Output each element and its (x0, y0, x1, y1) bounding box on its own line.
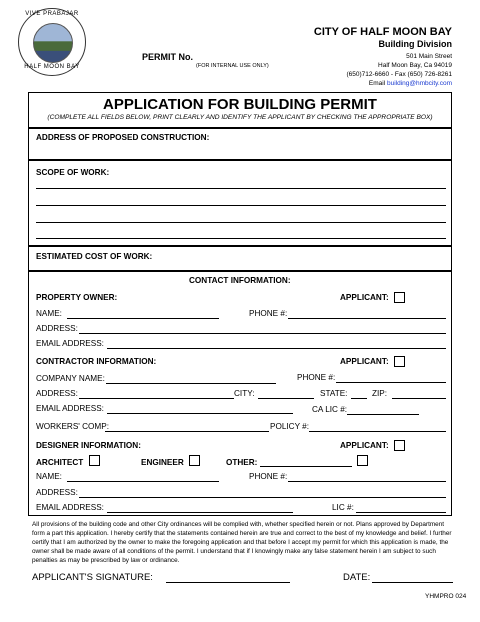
workers-comp-label: WORKERS' COMP: (36, 422, 109, 431)
designer-phone-label: PHONE #: (249, 472, 288, 481)
designer-name-label: NAME: (36, 472, 62, 481)
address-line-2: Half Moon Bay, Ca 94019 (378, 62, 452, 69)
contractor-address-label: ADDRESS: (36, 389, 78, 398)
owner-phone-field[interactable] (288, 318, 446, 319)
ca-license-label: CA LIC #: (312, 405, 348, 414)
owner-email-field[interactable] (107, 348, 446, 349)
contractor-zip-field[interactable] (392, 398, 446, 399)
owner-address-label: ADDRESS: (36, 324, 78, 333)
workers-comp-field[interactable] (105, 431, 269, 432)
contractor-city-field[interactable] (258, 398, 314, 399)
contractor-applicant-label: APPLICANT: (340, 357, 389, 366)
scope-line-4[interactable] (36, 238, 446, 239)
scope-line-3[interactable] (36, 222, 446, 223)
designer-email-field[interactable] (107, 512, 293, 513)
seal-bottom-text: HALF MOON BAY (24, 64, 80, 70)
internal-use-note: (FOR INTERNAL USE ONLY) (196, 63, 269, 69)
permit-number-label: PERMIT No. (142, 52, 193, 62)
contractor-city-label: CITY: (234, 389, 255, 398)
designer-email-label: EMAIL ADDRESS: (36, 503, 104, 512)
form-number: YHMPRO 024 (425, 593, 467, 600)
scope-of-work-label: SCOPE OF WORK: (36, 168, 110, 177)
title-box (28, 92, 452, 128)
estimated-cost-label: ESTIMATED COST OF WORK: (36, 252, 153, 261)
seal-image (33, 23, 73, 63)
contractor-heading: CONTRACTOR INFORMATION: (36, 357, 157, 366)
division-name: Building Division (378, 39, 452, 49)
contact-information-box (28, 271, 452, 516)
company-name-field[interactable] (106, 383, 276, 384)
email-link[interactable]: building@hmbcity.com (386, 80, 452, 87)
designer-address-label: ADDRESS: (36, 488, 78, 497)
other-checkbox[interactable] (357, 455, 368, 466)
designer-license-field[interactable] (356, 512, 446, 513)
scope-of-work-box (28, 160, 452, 246)
owner-applicant-label: APPLICANT: (340, 293, 389, 302)
estimated-cost-box[interactable] (28, 246, 452, 271)
owner-name-field[interactable] (67, 318, 219, 319)
phone-fax: (650)712-6660 - Fax (650) 726-8261 (346, 71, 452, 78)
engineer-checkbox[interactable] (189, 455, 200, 466)
designer-phone-field[interactable] (288, 481, 446, 482)
owner-name-label: NAME: (36, 309, 62, 318)
property-owner-heading: PROPERTY OWNER: (36, 293, 118, 302)
contractor-applicant-checkbox[interactable] (394, 356, 405, 367)
designer-applicant-label: APPLICANT: (340, 441, 389, 450)
signature-field[interactable] (166, 582, 290, 583)
owner-address-field[interactable] (79, 333, 446, 334)
company-name-label: COMPANY NAME: (36, 374, 105, 383)
architect-label: ARCHITECT (36, 458, 84, 467)
policy-number-field[interactable] (309, 431, 446, 432)
construction-address-label: ADDRESS OF PROPOSED CONSTRUCTION: (36, 133, 210, 142)
signature-label: APPLICANT'S SIGNATURE: (32, 572, 153, 583)
contractor-state-field[interactable] (351, 398, 367, 399)
department-header (314, 26, 452, 88)
scope-line-2[interactable] (36, 205, 446, 206)
contractor-zip-label: ZIP: (372, 389, 388, 398)
date-label: DATE: (343, 572, 371, 583)
form-title: APPLICATION FOR BUILDING PERMIT (103, 96, 377, 113)
email-prefix: Email (368, 80, 386, 87)
engineer-label: ENGINEER (141, 458, 184, 467)
designer-address-field[interactable] (79, 497, 446, 498)
contractor-phone-label: PHONE #: (297, 373, 336, 382)
contractor-email-field[interactable] (107, 413, 293, 414)
city-name: CITY OF HALF MOON BAY (313, 26, 452, 38)
designer-name-field[interactable] (67, 481, 219, 482)
designer-license-label: LIC #: (332, 503, 354, 512)
owner-phone-label: PHONE #: (249, 309, 288, 318)
certification-statement: All provisions of the building code and other City ordinances will be complied with, whether specified herein or not. Plans approved by Department form a part this application. I hereby certify that the statements contained herein are true and correct to the best of my knowledge and belief. I further certify that I am authorized by the owner to make the foregoing application and that before I accept my permit for which this application is made, the owner shall be made aware of all conditions of the permit. I understand that if I knowingly make any false statement herein I am subject to such penalties as may be prescribed by law or ordinance. (32, 521, 452, 564)
policy-number-label: POLICY #: (270, 422, 309, 431)
owner-applicant-checkbox[interactable] (394, 292, 405, 303)
address-line-1: 501 Main Street (406, 53, 452, 60)
ca-license-field[interactable] (347, 414, 419, 415)
scope-line-1[interactable] (36, 188, 446, 189)
date-field[interactable] (372, 582, 453, 583)
construction-address-box[interactable] (28, 128, 452, 160)
architect-checkbox[interactable] (89, 455, 100, 466)
contractor-phone-field[interactable] (336, 382, 446, 383)
city-seal-logo (18, 8, 86, 76)
other-field[interactable] (260, 466, 352, 467)
contractor-state-label: STATE: (320, 389, 348, 398)
designer-heading: DESIGNER INFORMATION: (36, 441, 141, 450)
designer-applicant-checkbox[interactable] (394, 440, 405, 451)
seal-top-text: VIVE PRABAJAR (25, 11, 79, 17)
contact-information-label: CONTACT INFORMATION: (189, 276, 291, 285)
owner-email-label: EMAIL ADDRESS: (36, 339, 104, 348)
contractor-email-label: EMAIL ADDRESS: (36, 404, 104, 413)
form-instructions: (COMPLETE ALL FIELDS BELOW, PRINT CLEARLY AND IDENTIFY THE APPLICANT BY CHECKING THE APPROPRIATE BOX) (47, 114, 433, 121)
contractor-address-field[interactable] (79, 398, 234, 399)
other-label: OTHER: (226, 458, 258, 467)
